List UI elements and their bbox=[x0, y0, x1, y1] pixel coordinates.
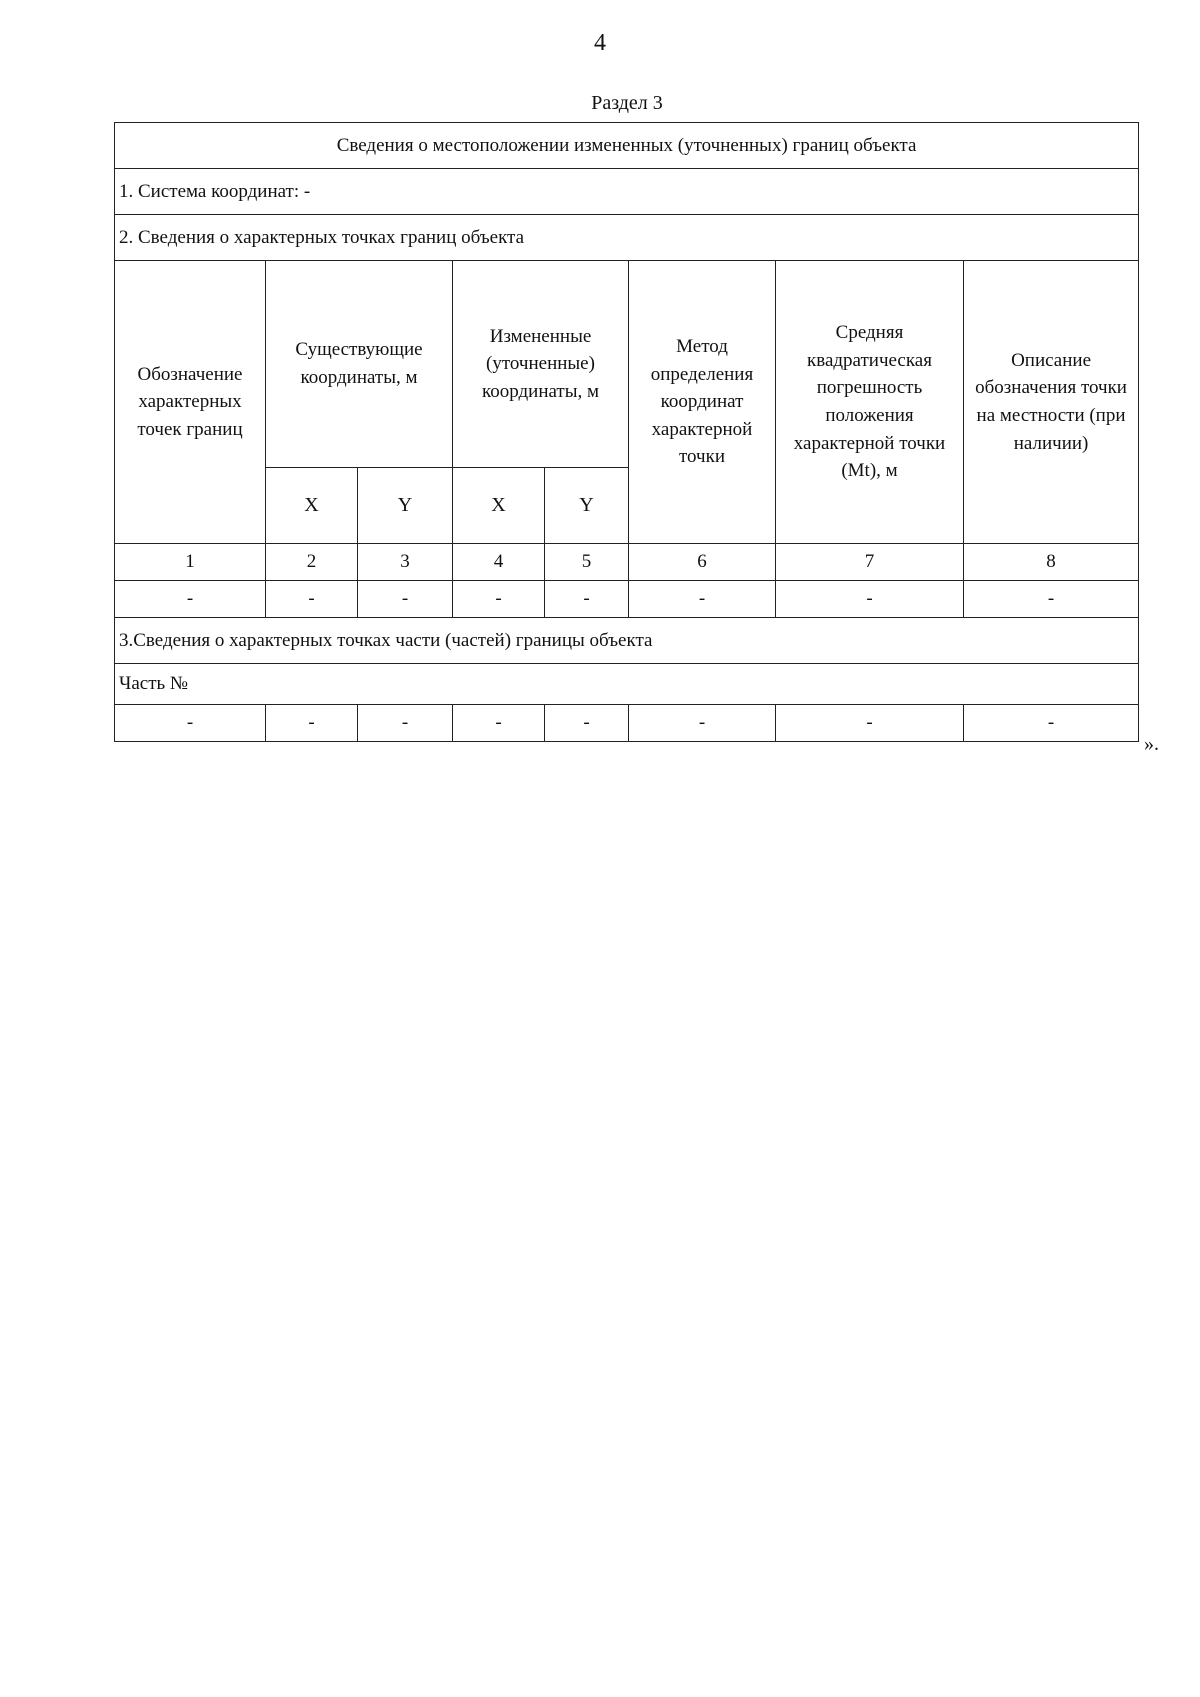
header-description: Описание обозначения точки на местности (при наличии) bbox=[964, 261, 1139, 544]
table-cell: - bbox=[545, 705, 629, 742]
subsection-2-title: 2. Сведения о характерных точках границ объекта bbox=[115, 215, 1139, 261]
table-cell: - bbox=[358, 705, 453, 742]
page-number: 4 bbox=[594, 30, 606, 56]
part-label: Часть № bbox=[115, 664, 1139, 705]
header-existing-x: X bbox=[266, 468, 358, 544]
header-rmse: Средняя квадратическая погрешность положения характерной точки (Mt), м bbox=[776, 261, 964, 544]
header-changed-y: Y bbox=[545, 468, 629, 544]
column-number: 3 bbox=[358, 544, 453, 581]
table-cell: - bbox=[964, 705, 1139, 742]
column-number: 8 bbox=[964, 544, 1139, 581]
table-caption: Сведения о местоположении измененных (уточненных) границ объекта bbox=[115, 123, 1139, 169]
closing-quote-mark: ». bbox=[1144, 733, 1159, 755]
header-existing-y: Y bbox=[358, 468, 453, 544]
table-cell: - bbox=[964, 581, 1139, 618]
table-cell: - bbox=[453, 581, 545, 618]
boundary-points-table bbox=[114, 122, 1139, 742]
column-number: 2 bbox=[266, 544, 358, 581]
header-changed-coords: Измененные (уточненные) координаты, м bbox=[453, 261, 629, 468]
header-changed-x: X bbox=[453, 468, 545, 544]
table-cell: - bbox=[266, 581, 358, 618]
table-cell: - bbox=[545, 581, 629, 618]
table-cell: - bbox=[115, 705, 266, 742]
column-number: 7 bbox=[776, 544, 964, 581]
subsection-3-title: 3.Сведения о характерных точках части (частей) границы объекта bbox=[115, 618, 1139, 664]
table-cell: - bbox=[629, 705, 776, 742]
table-cell: - bbox=[776, 581, 964, 618]
table-cell: - bbox=[453, 705, 545, 742]
table-cell: - bbox=[629, 581, 776, 618]
header-existing-coords: Существующие координаты, м bbox=[266, 261, 453, 468]
header-method: Метод определения координат характерной точки bbox=[629, 261, 776, 544]
coordinate-system-row: 1. Система координат: - bbox=[115, 169, 1139, 215]
table-cell: - bbox=[115, 581, 266, 618]
column-number: 5 bbox=[545, 544, 629, 581]
column-numbers-row bbox=[115, 544, 1139, 581]
column-number: 4 bbox=[453, 544, 545, 581]
section-title: Раздел 3 bbox=[591, 92, 663, 114]
column-number: 1 bbox=[115, 544, 266, 581]
header-point-designation: Обозначение характерных точек границ bbox=[115, 261, 266, 544]
table-row bbox=[115, 581, 1139, 618]
table-row bbox=[115, 705, 1139, 742]
column-number: 6 bbox=[629, 544, 776, 581]
table-cell: - bbox=[358, 581, 453, 618]
table-cell: - bbox=[776, 705, 964, 742]
table-cell: - bbox=[266, 705, 358, 742]
